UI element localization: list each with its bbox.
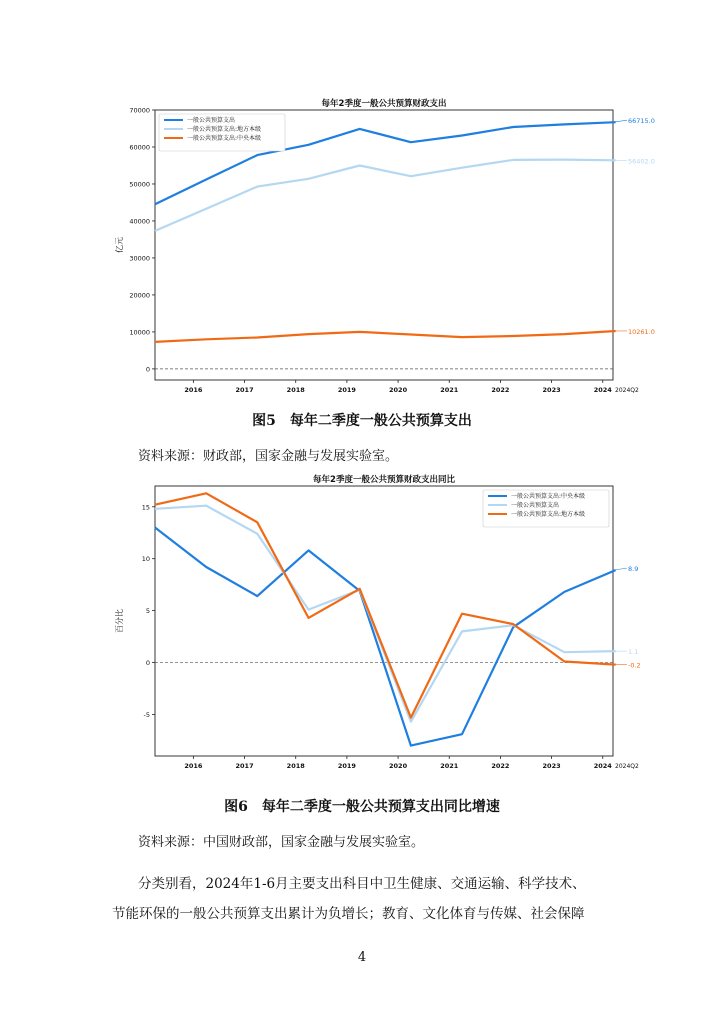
c2-legend-label-0: 一般公共预算支出:中央本级: [511, 493, 586, 500]
c2-xend-label: 2024Q2: [615, 763, 639, 770]
c2-ytick-label-4: 15: [141, 503, 150, 512]
c2-xtick-label-0: 2016: [184, 762, 203, 770]
c1-ylabel: 亿元: [115, 237, 124, 253]
chart-expenditure-yoy: [110, 472, 650, 778]
c2-end-label-2: -0.2: [628, 661, 641, 670]
c2-ytick-label-0: -5: [143, 710, 150, 719]
c1-ytick-label-6: 60000: [129, 143, 150, 152]
c2-svg: [110, 472, 650, 778]
c1-end-label-0: 66715.0: [628, 117, 655, 126]
c2-ytick-label-2: 5: [145, 607, 150, 616]
figure5-source: 资料来源：财政部，国家金融与发展实验室。: [138, 449, 399, 464]
c1-ytick-label-0: 0: [145, 365, 150, 374]
figure6-caption: 图6 每年二季度一般公共预算支出同比增速: [224, 799, 500, 815]
c1-legend-label-1: 一般公共预算支出:地方本级: [187, 126, 262, 133]
c1-xtick-label-2: 2018: [286, 386, 305, 394]
page-number: 4: [357, 950, 367, 965]
c2-ylabel: 百分比: [115, 609, 124, 633]
c1-ytick-label-1: 10000: [129, 328, 150, 337]
c2-xtick-label-4: 2020: [389, 762, 408, 770]
c1-series-line-2: [155, 331, 616, 342]
c2-legend-label-1: 一般公共预算支出: [511, 502, 560, 509]
c1-xtick-label-3: 2019: [337, 386, 356, 394]
c1-series-2: [155, 331, 627, 342]
c1-svg: [110, 96, 655, 402]
c2-end-leader-0: [613, 568, 627, 570]
c1-xtick-label-7: 2023: [542, 386, 561, 394]
c1-ytick-label-3: 30000: [129, 254, 150, 263]
body-paragraph: [112, 869, 618, 929]
c2-xtick-label-6: 2022: [491, 762, 510, 770]
c2-legend-label-2: 一般公共预算支出:地方本级: [511, 511, 586, 518]
c1-end-label-1: 56402.0: [628, 157, 655, 166]
c2-xtick-label-1: 2017: [235, 762, 254, 770]
c1-ytick-label-7: 70000: [129, 106, 150, 115]
c2-series-0: [155, 528, 627, 746]
c1-xend-label: 2024Q2: [615, 387, 639, 394]
c2-legend: [483, 490, 609, 527]
figure5-caption: 图5 每年二季度一般公共预算支出: [252, 413, 472, 429]
c1-xtick-label-6: 2022: [491, 386, 510, 394]
c2-series-line-0: [155, 528, 616, 746]
c1-legend: [159, 114, 285, 151]
c1-ytick-label-2: 20000: [129, 291, 150, 300]
c2-end-label-0: 8.9: [628, 565, 639, 574]
paragraph-line-2: 节能环保的一般公共预算支出累计为负增长；教育、文化体育与传媒、社会保障: [112, 906, 585, 922]
c2-xtick-label-8: 2024: [593, 762, 612, 770]
c2-ytick-label-1: 0: [145, 659, 150, 668]
c1-xtick-label-1: 2017: [235, 386, 254, 394]
c1-ytick-label-5: 50000: [129, 180, 150, 189]
paragraph-line-1: 分类别看，2024年1-6月主要支出科目中卫生健康、交通运输、科学技术、: [138, 876, 586, 892]
c2-series-1: [155, 506, 627, 722]
c1-xtick-label-4: 2020: [389, 386, 408, 394]
figure6-source: 资料来源：中国财政部，国家金融与发展实验室。: [138, 835, 425, 850]
c1-end-label-2: 10261.0: [628, 327, 655, 336]
c1-title: 每年2季度一般公共预算财政支出: [321, 99, 447, 109]
c2-series-line-1: [155, 506, 616, 722]
c1-xtick-label-8: 2024: [593, 386, 612, 394]
c2-xtick-label-3: 2019: [337, 762, 356, 770]
c1-xtick-label-5: 2021: [440, 386, 459, 394]
c1-legend-label-0: 一般公共预算支出: [187, 117, 236, 124]
c1-ytick-label-4: 40000: [129, 217, 150, 226]
c1-xtick-label-0: 2016: [184, 386, 203, 394]
c2-ytick-label-3: 10: [141, 555, 150, 564]
c2-xtick-label-2: 2018: [286, 762, 305, 770]
c2-xtick-label-5: 2021: [440, 762, 459, 770]
c2-xtick-label-7: 2023: [542, 762, 561, 770]
c1-legend-label-2: 一般公共预算支出:中央本级: [187, 135, 262, 142]
chart-expenditure: [110, 96, 655, 402]
c2-title: 每年2季度一般公共预算财政支出同比: [313, 475, 455, 485]
c2-end-label-1: 1.1: [628, 648, 639, 657]
